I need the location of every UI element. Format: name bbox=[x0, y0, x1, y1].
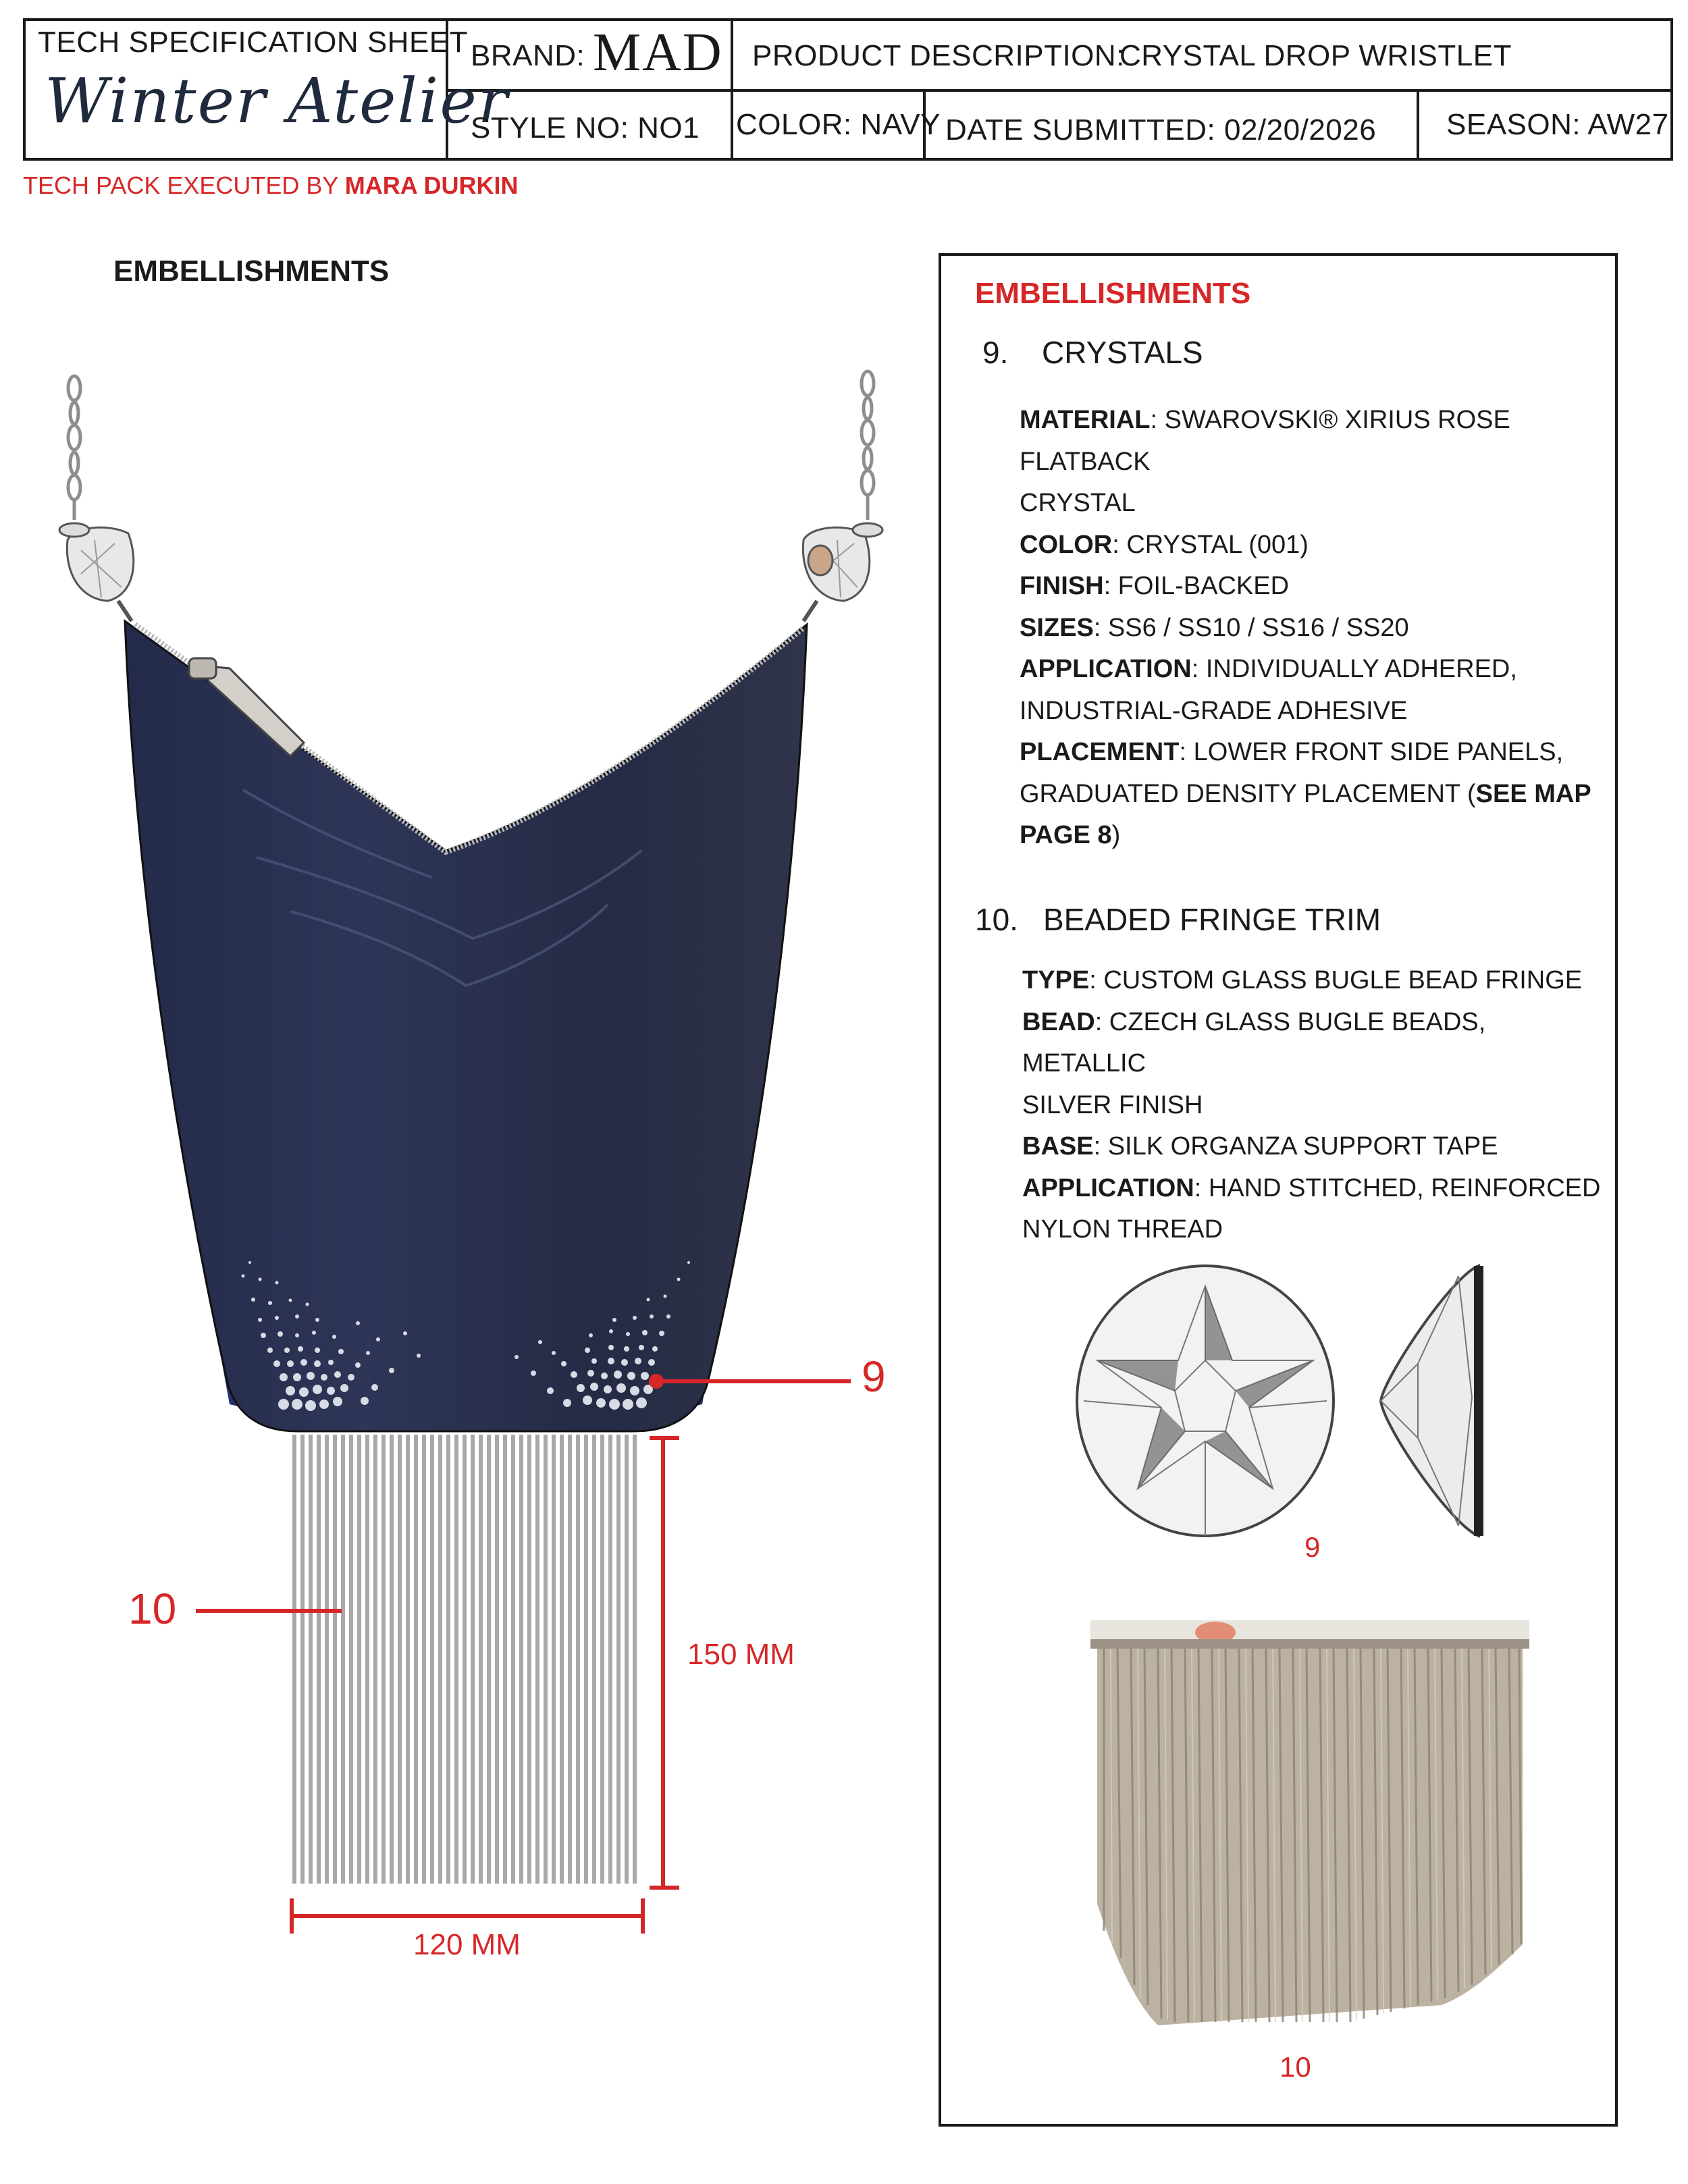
crystals-finish: FINISH: FOIL-BACKED bbox=[1020, 572, 1290, 600]
crystals-sizes: SIZES: SS6 / SS10 / SS16 / SS20 bbox=[1020, 613, 1409, 642]
brand-logo: MAD bbox=[593, 23, 723, 82]
fringe-number: 10. bbox=[975, 902, 1018, 937]
fringe-application-cont: NYLON THREAD bbox=[1022, 1215, 1223, 1244]
callout-fringe-number: 10 bbox=[128, 1584, 177, 1633]
crystals-material: MATERIAL: SWAROVSKI® XIRIUS ROSE FLATBACK bbox=[1020, 406, 1510, 476]
bag-body bbox=[125, 621, 807, 1431]
crystals-placement: PLACEMENT: LOWER FRONT SIDE PANELS, bbox=[1020, 738, 1564, 766]
fringe-bead: BEAD: CZECH GLASS BUGLE BEADS, METALLIC bbox=[1022, 1007, 1486, 1077]
crystals-application-cont: INDUSTRIAL-GRADE ADHESIVE bbox=[1020, 696, 1408, 725]
left-chain bbox=[68, 376, 80, 520]
sheet-title: TECH SPECIFICATION SHEET bbox=[38, 26, 469, 59]
fringe-type: TYPE: CUSTOM GLASS BUGLE BEAD FRINGE bbox=[1022, 966, 1583, 994]
left-panel-title: EMBELLISHMENTS bbox=[113, 255, 390, 288]
crystals-spec-list bbox=[1020, 400, 1600, 857]
crystals-color: COLOR: CRYSTAL (001) bbox=[1020, 530, 1309, 559]
right-chain bbox=[862, 371, 874, 520]
crystals-material-cont: CRYSTAL bbox=[1020, 489, 1136, 517]
fringe-base: BASE: SILK ORGANZA SUPPORT TAPE bbox=[1022, 1132, 1498, 1161]
dimension-width: 120 MM bbox=[413, 1928, 521, 1961]
season-field: SEASON: AW27 bbox=[1446, 108, 1669, 141]
collection-name: Winter Atelier bbox=[45, 65, 509, 137]
product-description-label: PRODUCT DESCRIPTION: bbox=[752, 39, 1125, 72]
product-description-value: CRYSTAL DROP WRISTLET bbox=[1119, 39, 1512, 72]
crystal-photo-side-view bbox=[1377, 1262, 1485, 1539]
crystals-number: 9. bbox=[982, 335, 1009, 370]
header-divider-vertical-4 bbox=[1417, 89, 1419, 161]
crystals-placement-ref: PAGE 8) bbox=[1020, 821, 1121, 849]
brand-label: BRAND: bbox=[471, 39, 585, 72]
fringe-heading: BEADED FRINGE TRIM bbox=[1043, 902, 1381, 937]
left-clasp bbox=[59, 523, 134, 621]
bead-fringe bbox=[294, 1435, 635, 1884]
right-clasp bbox=[803, 523, 882, 621]
dimension-length: 150 MM bbox=[687, 1638, 795, 1671]
crystals-heading: CRYSTALS bbox=[1042, 335, 1203, 370]
fringe-spec-list bbox=[1022, 960, 1603, 1251]
crystal-photo-caption: 9 bbox=[1304, 1531, 1321, 1563]
crystals-placement-cont: GRADUATED DENSITY PLACEMENT (SEE MAP bbox=[1020, 779, 1591, 808]
credit-name: MARA DURKIN bbox=[344, 171, 519, 199]
fringe-photo-caption: 10 bbox=[1280, 2051, 1311, 2083]
date-submitted: DATE SUBMITTED: 02/20/2026 bbox=[945, 113, 1377, 147]
fringe-bead-cont: SILVER FINISH bbox=[1022, 1090, 1203, 1119]
callout-crystals-number: 9 bbox=[862, 1352, 886, 1401]
credit-prefix: TECH PACK EXECUTED BY bbox=[23, 171, 338, 199]
fringe-application: APPLICATION: HAND STITCHED, REINFORCED bbox=[1022, 1173, 1601, 1202]
style-number: STYLE NO: NO1 bbox=[471, 111, 700, 144]
color-field: COLOR: NAVY bbox=[736, 108, 941, 141]
crystals-application: APPLICATION: INDIVIDUALLY ADHERED, bbox=[1020, 655, 1517, 683]
crystal-photo-top-view bbox=[1070, 1259, 1340, 1543]
fringe-photo bbox=[1090, 1620, 1529, 2032]
spec-panel-title: EMBELLISHMENTS bbox=[975, 277, 1251, 310]
